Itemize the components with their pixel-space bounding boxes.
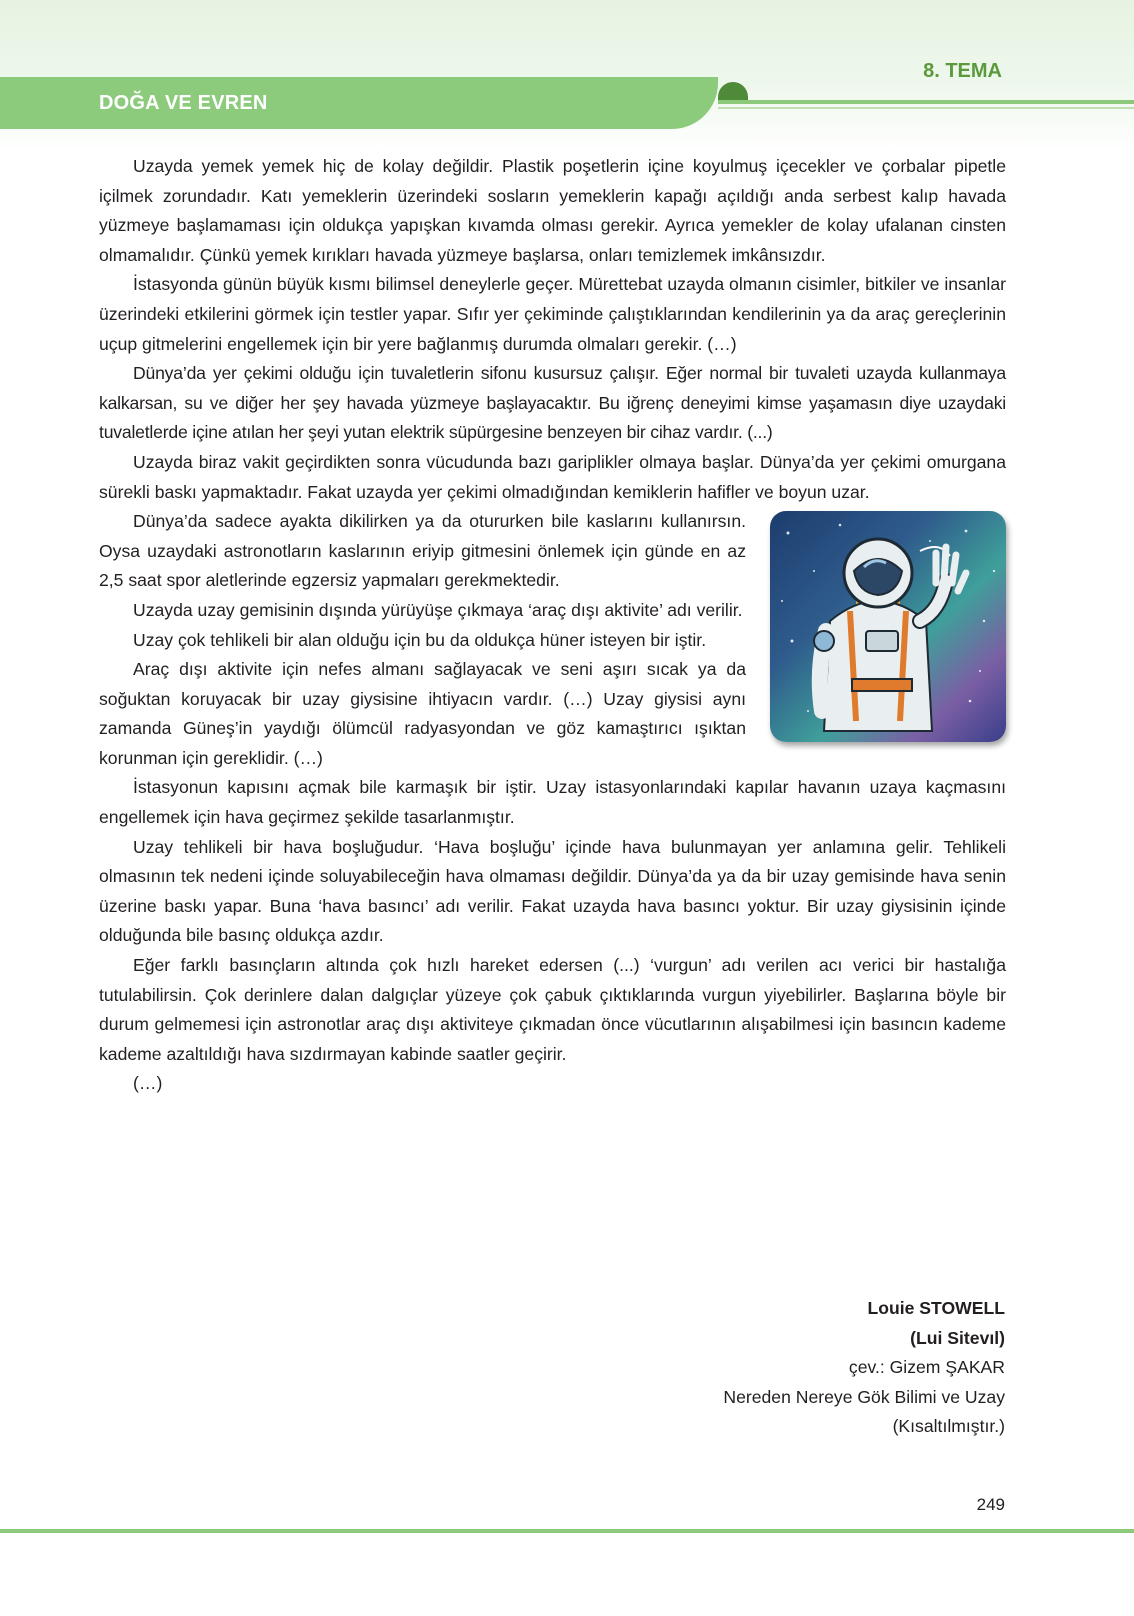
paragraph-dangerous: Uzay çok tehlikeli bir alan olduğu için bu da oldukça hüner isteyen bir iştir. <box>133 629 707 650</box>
paragraph-door: İstasyonun kapısını açmak bile karmaşık bir iştir. Uzay istasyonlarındaki kapılar havanın uzaya kaçmasını engellemek için hava geçirmez şekilde tasarlanmıştır. <box>99 777 1006 828</box>
paragraph-muscles: Dünya’da sadece ayakta dikilirken ya da otururken bile kaslarını kullanırsın. Oysa uzaydaki astronotların kaslarının eriyip gitmesini önlemek için günde en az 2,5 saat spor aletlerinde egzersiz yapmaları gerekmektedir. <box>99 511 746 591</box>
page-number: 249 <box>976 1495 1005 1514</box>
astronaut-image <box>770 511 1006 742</box>
section-title: DOĞA VE EVREN <box>99 92 268 114</box>
paragraph-spacewalk: Uzayda uzay gemisinin dışında yürüyüşe çıkmaya ‘araç dışı aktivite’ adı verilir. <box>133 599 743 620</box>
paragraph-vacuum: Uzay tehlikeli bir hava boşluğudur. ‘Hava boşluğu’ içinde hava bulunmayan yer anlamına gelir. Tehlikeli olmasının tek nedeni içinde soluyabileceğin hava olmaması değildir. Dünya’da ya da bir uzay gemisinde hava senin üzerine baskı yapar. Buna ‘hava basıncı’ adı verilir. Fakat uzayda hava basıncı yoktur. Bir uzay giysisinin içinde olduğunda bile basınç oldukça azdır. <box>99 836 1006 946</box>
astronaut-illustration <box>770 511 1006 742</box>
header-rule-thin <box>718 107 1134 109</box>
paragraph-station: İstasyonda günün büyük kısmı bilimsel deneylerle geçer. Mürettebat uzayda olmanın cisimler, bitkiler ve insanlar üzerindeki etkilerini görmek için testler yapar. Sıfır yer çekiminde çalıştıklarından kendilerinin ya da araç gereçlerinin uçup gitmelerini engellemek için bir yere bağlanmış durumda olmaları gerekir. (…) <box>99 274 1006 354</box>
paragraph-body-changes: Uzayda biraz vakit geçirdikten sonra vücudunda bazı gariplikler olmaya başlar. Dünya’da yer çekimi omurgana sürekli baskı yapmaktadır. Fakat uzayda yer çekimi olmadığından kemiklerin hafifler ve boyun uzar. <box>99 451 1006 502</box>
paragraph-ellipsis: (…) <box>133 1073 163 1094</box>
article-body <box>99 152 1006 1099</box>
paragraph-food: Uzayda yemek yemek hiç de kolay değildir. Plastik poşetlerin içine koyulmuş içecekler ve çorbalar pipetle içilmek zorundadır. Katı yemeklerin üzerindeki sosların yemeklerin kapağı açıldığı anda serbest kalıp havada yüzmeye başlamaması için oldukça yapışkan kıvamda olması gerekir. Ayrıca yemekler de kolay ufalanan cinsten olmamalıdır. Çünkü yemek kırıkları havada yüzmeye başlarsa, onları temizlemek imkânsızdır. <box>99 156 1006 265</box>
author-pronunciation: (Lui Sitevıl) <box>910 1327 1005 1348</box>
paragraph-decompression: Eğer farklı basınçların altında çok hızlı hareket edersen (...) ‘vurgun’ adı verilen acı verici bir hastalığa tutulabilirsin. Çok derinlere dalan dalgıçlar yüzeye çok çabuk çıktıklarında vurgun yiyebilirler. Başlarına böyle bir durum gelmemesi için astronotlar araç dışı aktiviteye çıkmadan önce vücutlarının alışabilmesi için basıncın kademe kademe azaltıldığı hava sızdırmayan kabinde saatler geçirir. <box>99 955 1006 1064</box>
book-title: Nereden Nereye Gök Bilimi ve Uzay <box>723 1386 1005 1407</box>
paragraph-spacesuit: Araç dışı aktivite için nefes almanı sağlayacak ve seni aşırı sıcak ya da soğuktan koruyacak bir uzay giysisine ihtiyacın vardır. (…) Uzay giysisi aynı zamanda Güneş’in yaydığı ölümcül radyasyondan ve göz kamaştırıcı ışıktan korunman için gereklidir. (…) <box>99 659 746 768</box>
translator: çev.: Gizem ŞAKAR <box>848 1357 1005 1378</box>
paragraph-toilet: Dünya’da yer çekimi olduğu için tuvaletlerin sifonu kusursuz çalışır. Eğer normal bir tuvaleti uzayda kullanmaya kalkarsan, su ve diğer her şey havada yüzmeye başlayacaktır. Bu iğrenç deneyimi kimse yaşamasın diye uzaydaki tuvaletlerde içine atılan her şeyi yutan elektrik süpürgesine benzeyen bir cihaz vardır. (...) <box>99 363 1006 443</box>
author-name: Louie STOWELL <box>867 1298 1005 1318</box>
footer-rule <box>0 1529 1134 1533</box>
abridged-note: (Kısaltılmıştır.) <box>892 1416 1005 1437</box>
credits <box>723 1294 1005 1442</box>
header-rule <box>718 100 1134 104</box>
theme-label: 8. TEMA <box>923 60 1002 82</box>
